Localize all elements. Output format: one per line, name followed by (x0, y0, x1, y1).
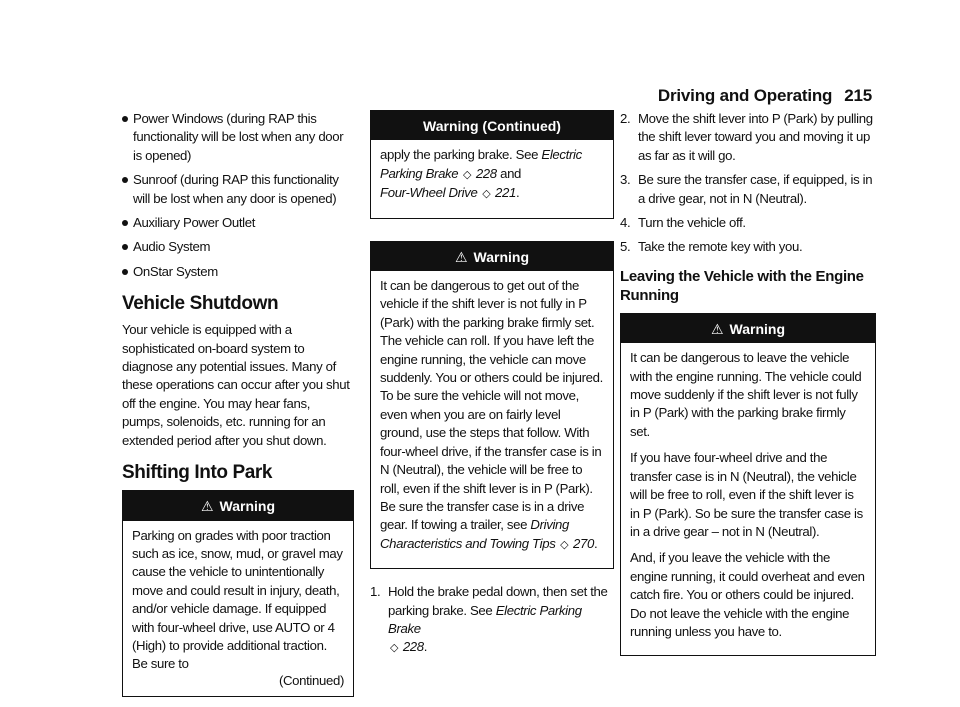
steps-list (620, 110, 876, 257)
list-item (620, 110, 876, 165)
punctuation: . (423, 639, 428, 655)
page-reference-arrow-icon: ◇ (479, 188, 494, 201)
warning-box-2 (370, 241, 614, 570)
page-header (658, 86, 872, 106)
list-item (620, 214, 876, 232)
xref-driving-characteristics[interactable]: Driving Characteristics and Towing Tips (380, 517, 570, 551)
warning-box-3 (620, 313, 876, 657)
punctuation: . (515, 185, 520, 201)
page-reference-arrow-icon: ◇ (390, 642, 401, 655)
warning-triangle-icon: ⚠ (454, 248, 468, 265)
warning-paragraph: And, if you leave the vehicle with the engine running, it could overheat and even catch fire. You or others could be injured. Do not leave the vehicle with the engine running unless you have to. (630, 550, 865, 639)
step-number: 1. (370, 584, 381, 600)
warning-header (621, 314, 875, 343)
step-text: Move the shift lever into P (Park) by pulling the shift lever toward you and moving it up as far as it will go. (638, 111, 873, 163)
warning-header (123, 491, 353, 520)
step-number: 2. (620, 111, 631, 126)
warning-header (371, 242, 613, 271)
step-number: 4. (620, 215, 631, 231)
step-number: 3. (620, 172, 631, 188)
punctuation: . (593, 535, 598, 551)
warning-text: Parking on grades with poor traction such as ice, snow, mud, or gravel may cause the vehicle to unintentionally move and could result in injury, death, and/or vehicle damage. If equipped with four-wheel drive, use AUTO or 4 (High) to provide additional traction. Be sure to (132, 527, 343, 672)
step-text: Hold the brake pedal down, then set the parking brake. See (388, 584, 608, 618)
list-item: Auxiliary Power Outlet (122, 214, 354, 232)
list-item (620, 238, 876, 256)
warning-box-continued (370, 110, 614, 219)
warning-body (621, 343, 875, 655)
warning-text (380, 146, 604, 203)
warning-header: Warning (Continued) (371, 111, 613, 140)
warning-body (371, 271, 613, 568)
warning-text-part: apply the parking brake. See (380, 147, 542, 163)
steps-list (370, 583, 614, 658)
page-number: 215 (844, 86, 872, 105)
page-reference-arrow-icon: ◇ (460, 168, 474, 181)
xref-page[interactable]: 228 (475, 165, 497, 181)
warning-paragraph: If you have four-wheel drive and the transfer case is in N (Neutral), the vehicle will be free to roll, even if the shift lever is in P (Park). So be sure the transfer case is in a drive gear – not in N (Neutral). (630, 450, 863, 539)
section-heading-vehicle-shutdown: Vehicle Shutdown (122, 293, 279, 315)
warning-title: Warning (473, 248, 530, 265)
continued-label: (Continued) (278, 672, 344, 688)
section-heading-leaving-vehicle: Leaving the Vehicle with the Engine Running (620, 267, 864, 304)
xref-electric-parking-brake[interactable]: Electric Parking Brake (388, 602, 582, 636)
warning-title: Warning (219, 498, 276, 515)
warning-triangle-icon: ⚠ (200, 498, 214, 515)
feature-list (122, 110, 354, 281)
xref-page[interactable]: 221 (495, 185, 516, 201)
warning-text-part: and (496, 165, 522, 181)
xref-four-wheel-drive[interactable]: Four-Wheel Drive (380, 185, 478, 201)
step-text: Take the remote key with you. (638, 239, 803, 255)
warning-body (123, 521, 353, 697)
warning-body (371, 140, 613, 217)
warning-paragraph: It can be dangerous to leave the vehicle with the engine running. The vehicle could move suddenly if the shift lever is not fully in P (Park) with the parking brake firmly set. (630, 350, 862, 439)
section-title: Driving and Operating (657, 86, 833, 105)
list-item: OnStar System (122, 263, 354, 281)
warning-title: Warning (729, 320, 786, 337)
column-2 (370, 110, 614, 664)
xref-page[interactable]: 270 (572, 535, 594, 551)
list-item: Audio System (122, 238, 354, 256)
list-item (620, 171, 876, 208)
list-item (370, 583, 614, 658)
warning-text-part: It can be dangerous to get out of the vehicle if the shift lever is not fully in P (Park) with the parking brake firmly set. The vehicle can roll. If you have left the engine running, the vehicle can move suddenly. You or others could be injured. To be sure the vehicle will not move, even when you are on fairly level ground, use the steps that follow. With four-wheel drive, if the transfer case is in N (Neutral), the vehicle will be free to roll, even if the shift lever is in P (Park). Be sure the transfer case is in a drive gear. If towing a trailer, see (380, 278, 603, 533)
list-item: Sunroof (during RAP this functionality will be lost when any door is opened) (122, 171, 354, 208)
column-3 (620, 110, 876, 666)
xref-electric-parking-brake[interactable]: Electric Parking Brake (380, 147, 582, 181)
shutdown-paragraph: Your vehicle is equipped with a sophisticated on-board system to diagnose any potential issues. Many of these operations can occur after you shut off the engine. You may hear fans, pumps, solenoids, etc. running for an extended period after you shut down. (122, 322, 350, 448)
warning-triangle-icon: ⚠ (710, 320, 724, 337)
step-number: 5. (620, 239, 631, 255)
column-1 (122, 110, 354, 707)
xref-page[interactable]: 228 (402, 639, 424, 655)
section-heading-shifting-into-park: Shifting Into Park (122, 462, 273, 484)
step-text: Turn the vehicle off. (638, 215, 746, 231)
warning-box (122, 490, 354, 697)
list-item: Power Windows (during RAP this functionality will be lost when any door is opened) (122, 110, 354, 165)
warning-text (380, 277, 604, 554)
step-text: Be sure the transfer case, if equipped, is in a drive gear, not in N (Neutral). (638, 172, 873, 206)
page-reference-arrow-icon: ◇ (557, 538, 571, 551)
